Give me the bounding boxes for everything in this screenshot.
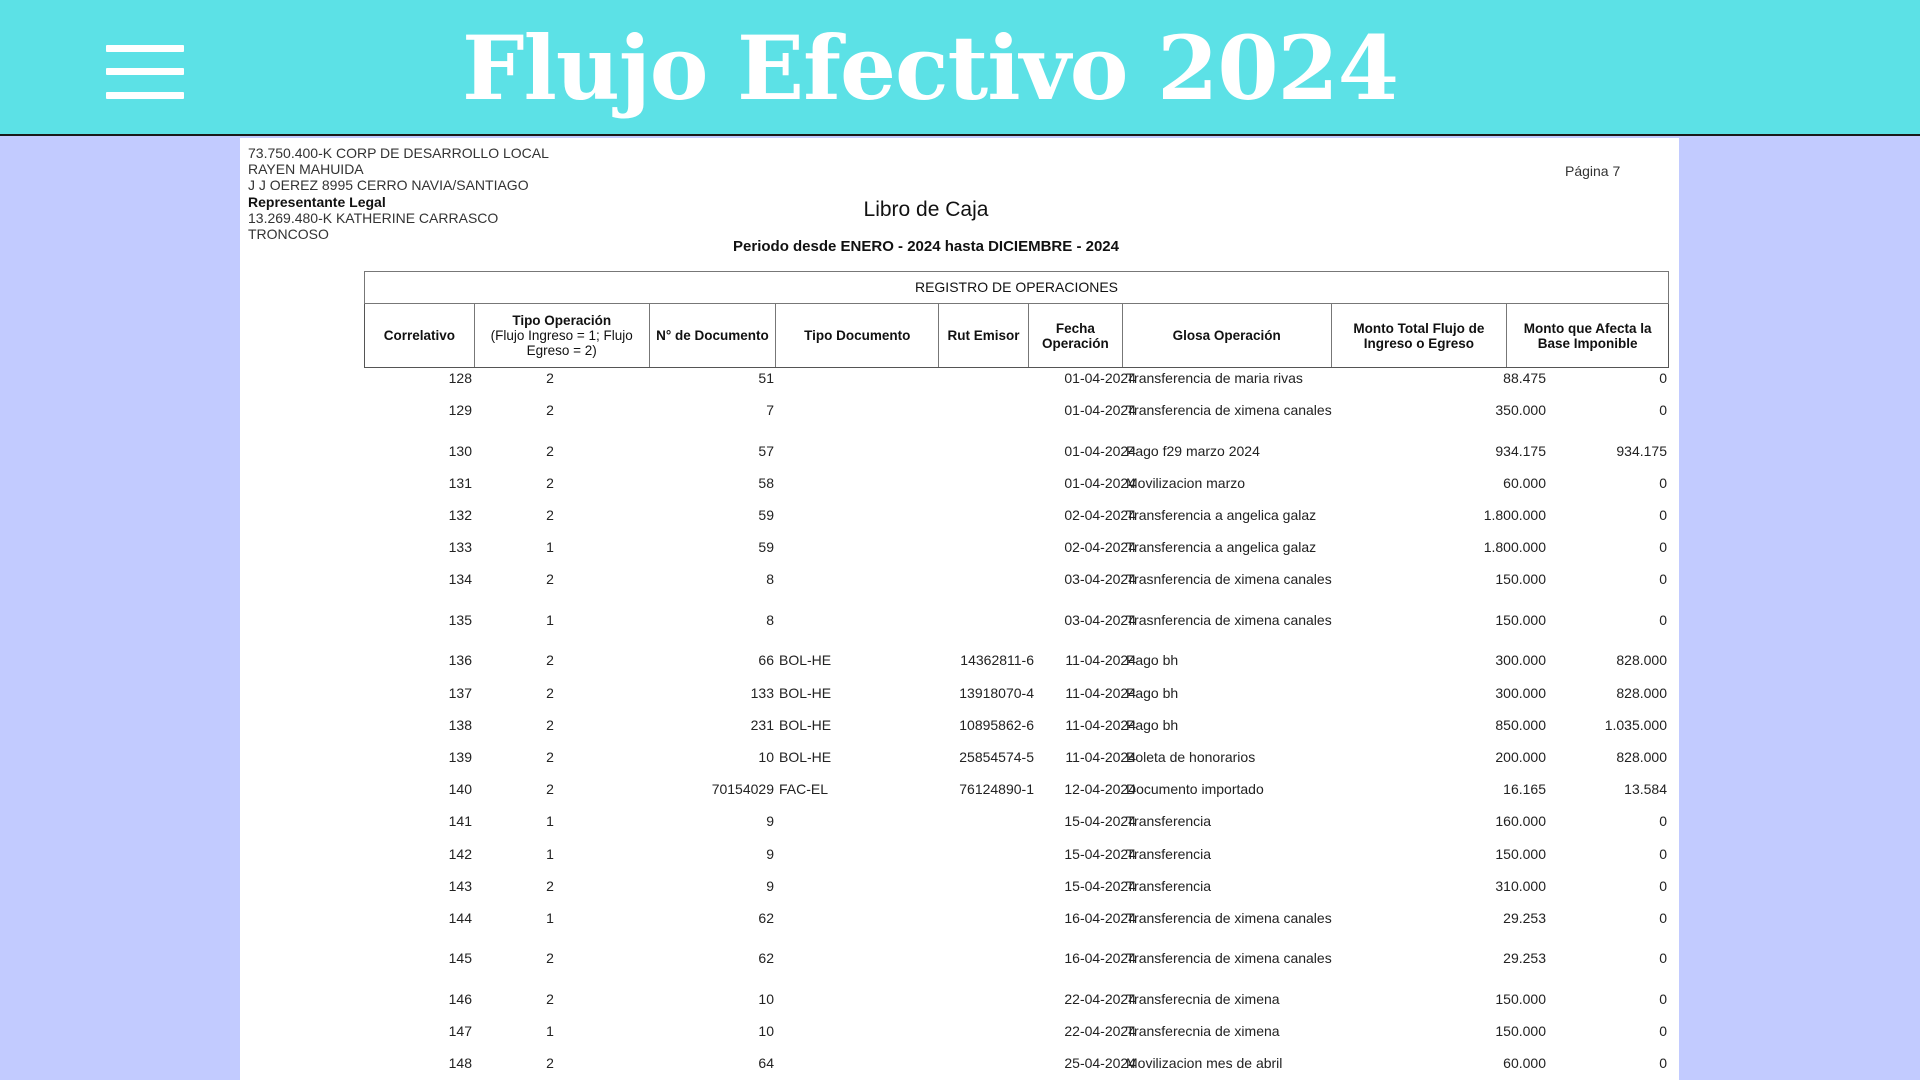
cell-monto-base: 828.000 <box>1616 749 1667 765</box>
table-row <box>364 370 1669 402</box>
cell-glosa: Transferencia <box>1126 813 1212 830</box>
table-row <box>364 685 1669 717</box>
table-row <box>364 749 1669 781</box>
cell-monto-total: 60.000 <box>1503 474 1546 491</box>
cell-n-documento: 59 <box>758 507 774 524</box>
cell-correlativo: 138 <box>448 716 472 733</box>
cell-fecha: 11-04-2024 <box>1065 716 1136 733</box>
cell-fecha: 11-04-2024 <box>1065 684 1136 701</box>
cell-correlativo: 141 <box>448 813 472 830</box>
cell-correlativo: 139 <box>448 749 472 765</box>
cell-tipo-operacion: 2 <box>546 507 554 524</box>
cell-monto-base: 0 <box>1659 813 1667 830</box>
table-row <box>364 443 1669 475</box>
cell-n-documento: 70154029 <box>711 781 774 798</box>
cell-tipo-documento: BOL-HE <box>779 716 832 733</box>
cell-rut-emisor: 25854574-5 <box>959 749 1034 765</box>
cell-monto-base: 0 <box>1659 402 1667 419</box>
cell-monto-base: 0 <box>1659 539 1667 556</box>
cell-monto-base: 0 <box>1659 909 1667 926</box>
cell-n-documento: 9 <box>766 877 774 894</box>
cell-correlativo: 136 <box>448 652 472 669</box>
cell-monto-base: 0 <box>1659 1023 1667 1040</box>
cell-fecha: 01-04-2024 <box>1064 442 1136 459</box>
page-title: Flujo Efectivo 2024 <box>461 16 1399 120</box>
cell-tipo-operacion: 2 <box>546 370 554 386</box>
cell-fecha: 02-04-2024 <box>1064 507 1136 524</box>
table-row <box>364 950 1669 991</box>
cell-glosa: Trasnferencia de ximena canales <box>1126 571 1332 588</box>
cell-fecha: 11-04-2024 <box>1065 749 1136 765</box>
cell-monto-total: 350.000 <box>1495 402 1546 419</box>
cell-monto-total: 150.000 <box>1495 571 1546 588</box>
cell-glosa: Boleta de honorarios <box>1126 749 1256 765</box>
cell-rut-emisor: 14362811-6 <box>960 652 1034 669</box>
cell-rut-emisor: 76124890-1 <box>959 781 1034 798</box>
cell-correlativo: 148 <box>448 1055 472 1072</box>
header-monto-base: Monto que Afecta la Base Imponible <box>1523 320 1652 351</box>
cell-correlativo: 134 <box>448 571 472 588</box>
table-row <box>364 991 1669 1023</box>
cell-fecha: 15-04-2024 <box>1064 845 1136 862</box>
cell-n-documento: 10 <box>758 990 774 1007</box>
cell-correlativo: 140 <box>448 781 472 798</box>
header-tipo-operacion-sub: (Flujo Ingreso = 1; Flujo Egreso = 2) <box>490 328 633 358</box>
cell-correlativo: 137 <box>448 684 472 701</box>
company-line: RAYEN MAHUIDA <box>248 161 364 178</box>
cell-monto-total: 300.000 <box>1495 684 1546 701</box>
cell-tipo-operacion: 1 <box>546 539 554 556</box>
table-row <box>364 475 1669 507</box>
cell-tipo-operacion: 2 <box>546 1055 554 1072</box>
header-fecha-operacion: Fecha Operación <box>1029 304 1123 367</box>
cell-monto-base: 0 <box>1659 370 1667 386</box>
cell-n-documento: 9 <box>766 813 774 830</box>
cell-glosa: Pago bh <box>1126 684 1179 701</box>
table-body <box>364 370 1669 1080</box>
cell-tipo-operacion: 2 <box>546 877 554 894</box>
table-row <box>364 878 1669 910</box>
cell-tipo-operacion: 2 <box>546 781 554 798</box>
table-row <box>364 910 1669 951</box>
cell-monto-total: 150.000 <box>1495 990 1546 1007</box>
cell-correlativo: 142 <box>448 845 472 862</box>
cell-glosa: Transferecnia de ximena <box>1126 990 1280 1007</box>
company-line: TRONCOSO <box>248 226 329 243</box>
cell-monto-total: 150.000 <box>1495 1023 1546 1040</box>
cell-n-documento: 62 <box>758 950 774 967</box>
cell-n-documento: 64 <box>758 1055 774 1072</box>
cell-glosa: Transferencia de maria rivas <box>1126 370 1303 386</box>
cell-tipo-operacion: 2 <box>546 474 554 491</box>
cell-rut-emisor: 10895862-6 <box>959 716 1034 733</box>
header-rut-emisor: Rut Emisor <box>939 304 1029 367</box>
cell-rut-emisor: 13918070-4 <box>959 684 1034 701</box>
cell-fecha: 22-04-2024 <box>1064 1023 1136 1040</box>
cell-monto-total: 300.000 <box>1495 652 1546 669</box>
cell-correlativo: 135 <box>448 611 472 628</box>
cell-monto-base: 0 <box>1659 507 1667 524</box>
cell-fecha: 15-04-2024 <box>1064 877 1136 894</box>
cell-monto-base: 0 <box>1659 474 1667 491</box>
cell-monto-total: 29.253 <box>1503 950 1546 967</box>
cell-fecha: 16-04-2024 <box>1064 909 1136 926</box>
cell-tipo-operacion: 1 <box>546 611 554 628</box>
cell-monto-total: 934.175 <box>1495 442 1546 459</box>
cell-monto-total: 29.253 <box>1503 909 1546 926</box>
document-period: Periodo desde ENERO - 2024 hasta DICIEMBRE - 2024 <box>733 238 1119 255</box>
company-line: J J OEREZ 8995 CERRO NAVIA/SANTIAGO <box>248 177 529 194</box>
header-tipo-operacion <box>475 304 650 367</box>
table-row <box>364 781 1669 813</box>
cell-monto-total: 160.000 <box>1495 813 1546 830</box>
cell-n-documento: 51 <box>758 370 774 386</box>
cell-fecha: 12-04-2024 <box>1064 781 1136 798</box>
cell-fecha: 16-04-2024 <box>1064 950 1136 967</box>
cell-tipo-operacion: 2 <box>546 749 554 765</box>
table-row <box>364 539 1669 571</box>
table-row <box>364 571 1669 612</box>
company-line: 73.750.400-K CORP DE DESARROLLO LOCAL <box>248 145 549 161</box>
company-info <box>248 145 549 242</box>
cell-n-documento: 57 <box>758 442 774 459</box>
cell-tipo-documento: BOL-HE <box>779 652 832 669</box>
cell-monto-base: 1.035.000 <box>1604 716 1667 733</box>
cell-monto-base: 0 <box>1659 950 1667 967</box>
table-row <box>364 507 1669 539</box>
cell-glosa: Movilizacion mes de abril <box>1126 1055 1283 1072</box>
cell-tipo-operacion: 1 <box>546 1023 554 1040</box>
table-row <box>364 846 1669 878</box>
cell-n-documento: 231 <box>750 716 774 733</box>
cell-tipo-operacion: 1 <box>546 813 554 830</box>
header-n-documento: N° de Documento <box>650 304 777 367</box>
cell-n-documento: 62 <box>758 909 774 926</box>
header-monto-total: Monto Total Flujo de Ingreso o Egreso <box>1332 304 1508 367</box>
cell-fecha: 02-04-2024 <box>1064 539 1136 556</box>
cell-tipo-operacion: 2 <box>546 442 554 459</box>
cell-glosa: Documento importado <box>1126 781 1264 798</box>
cell-monto-total: 16.165 <box>1503 781 1546 798</box>
document-page <box>240 138 1679 1080</box>
cell-correlativo: 128 <box>448 370 472 386</box>
cell-n-documento: 7 <box>766 402 774 419</box>
cell-glosa: Pago bh <box>1126 716 1179 733</box>
cell-monto-base: 0 <box>1659 845 1667 862</box>
cell-monto-base: 0 <box>1659 571 1667 588</box>
cell-tipo-operacion: 2 <box>546 402 554 419</box>
cell-glosa: Trasnferencia de ximena canales <box>1126 611 1332 628</box>
cell-monto-total: 310.000 <box>1495 877 1546 894</box>
header-tipo-operacion-label: Tipo Operación <box>512 313 612 328</box>
cell-monto-total: 850.000 <box>1495 716 1546 733</box>
cell-tipo-documento: BOL-HE <box>779 749 832 765</box>
cell-tipo-operacion: 2 <box>546 990 554 1007</box>
cell-glosa: Movilizacion marzo <box>1126 474 1246 491</box>
cell-monto-base: 0 <box>1659 877 1667 894</box>
cell-glosa: Transferencia de ximena canales <box>1126 402 1332 419</box>
cell-monto-total: 88.475 <box>1503 370 1546 386</box>
cell-glosa: Transferencia a angelica galaz <box>1126 539 1317 556</box>
cell-fecha: 11-04-2024 <box>1065 652 1136 669</box>
header-tipo-documento: Tipo Documento <box>776 304 939 367</box>
cell-fecha: 01-04-2024 <box>1064 370 1136 386</box>
cell-n-documento: 9 <box>766 845 774 862</box>
cell-monto-base: 828.000 <box>1616 652 1667 669</box>
cell-n-documento: 66 <box>758 652 774 669</box>
cell-monto-total: 200.000 <box>1495 749 1546 765</box>
table-row <box>364 402 1669 443</box>
cell-n-documento: 8 <box>766 611 774 628</box>
cell-n-documento: 10 <box>758 1023 774 1040</box>
cell-glosa: Pago f29 marzo 2024 <box>1126 442 1260 459</box>
cell-monto-total: 1.800.000 <box>1483 507 1546 524</box>
cell-fecha: 01-04-2024 <box>1064 402 1136 419</box>
cell-monto-total: 150.000 <box>1495 845 1546 862</box>
cell-tipo-operacion: 2 <box>546 950 554 967</box>
table-row <box>364 717 1669 749</box>
top-bar <box>0 0 1920 136</box>
cell-glosa: Pago bh <box>1126 652 1179 669</box>
table-row <box>364 1023 1669 1055</box>
cell-monto-base: 828.000 <box>1616 684 1667 701</box>
table-row <box>364 652 1669 684</box>
cell-monto-total: 60.000 <box>1503 1055 1546 1072</box>
company-line: 13.269.480-K KATHERINE CARRASCO <box>248 209 499 226</box>
cell-monto-base: 0 <box>1659 990 1667 1007</box>
cell-correlativo: 130 <box>448 442 472 459</box>
cell-correlativo: 132 <box>448 507 472 524</box>
cell-glosa: Transferencia <box>1126 845 1212 862</box>
table-row <box>364 813 1669 845</box>
cell-fecha: 22-04-2024 <box>1064 990 1136 1007</box>
cell-correlativo: 133 <box>448 539 472 556</box>
cell-monto-total: 150.000 <box>1495 611 1546 628</box>
header-correlativo: Correlativo <box>365 304 475 367</box>
cell-n-documento: 133 <box>750 684 774 701</box>
cell-glosa: Transferencia de ximena canales <box>1126 909 1332 926</box>
cell-glosa: Transferencia de ximena canales <box>1126 950 1332 967</box>
cell-tipo-operacion: 2 <box>546 652 554 669</box>
cell-tipo-operacion: 2 <box>546 571 554 588</box>
cell-glosa: Transferencia a angelica galaz <box>1126 507 1317 524</box>
cell-correlativo: 143 <box>448 877 472 894</box>
cell-glosa: Transferencia <box>1126 877 1212 894</box>
cell-fecha: 03-04-2024 <box>1064 571 1136 588</box>
cell-n-documento: 59 <box>758 539 774 556</box>
cell-monto-base: 0 <box>1659 1055 1667 1072</box>
cell-monto-base: 934.175 <box>1616 442 1667 459</box>
cell-correlativo: 147 <box>448 1023 472 1040</box>
table-row <box>364 1055 1669 1080</box>
cell-monto-total: 1.800.000 <box>1483 539 1546 556</box>
cell-glosa: Transferecnia de ximena <box>1126 1023 1280 1040</box>
cell-n-documento: 8 <box>766 571 774 588</box>
cell-tipo-operacion: 2 <box>546 716 554 733</box>
cell-fecha: 03-04-2024 <box>1064 611 1136 628</box>
page-number: Página 7 <box>1565 163 1621 179</box>
cell-correlativo: 131 <box>448 474 472 491</box>
cell-n-documento: 58 <box>758 474 774 491</box>
cell-fecha: 01-04-2024 <box>1064 474 1136 491</box>
table-row <box>364 612 1669 653</box>
section-heading: REGISTRO DE OPERACIONES <box>364 271 1669 304</box>
cell-fecha: 15-04-2024 <box>1064 813 1136 830</box>
cell-monto-base: 13.584 <box>1624 781 1667 798</box>
document-title: Libro de Caja <box>863 198 989 221</box>
table-header <box>364 304 1669 368</box>
legal-representative-label: Representante Legal <box>248 193 386 210</box>
cell-tipo-documento: BOL-HE <box>779 684 832 701</box>
cell-correlativo: 144 <box>448 909 472 926</box>
cell-n-documento: 10 <box>758 749 774 765</box>
cell-correlativo: 146 <box>448 990 472 1007</box>
cell-correlativo: 145 <box>448 950 472 967</box>
cell-monto-base: 0 <box>1659 611 1667 628</box>
cell-tipo-operacion: 2 <box>546 684 554 701</box>
cell-tipo-documento: FAC-EL <box>779 781 829 798</box>
cell-tipo-operacion: 1 <box>546 909 554 926</box>
cell-fecha: 25-04-2024 <box>1064 1055 1136 1072</box>
header-glosa: Glosa Operación <box>1123 304 1332 367</box>
cell-tipo-operacion: 1 <box>546 845 554 862</box>
cell-correlativo: 129 <box>448 402 472 419</box>
